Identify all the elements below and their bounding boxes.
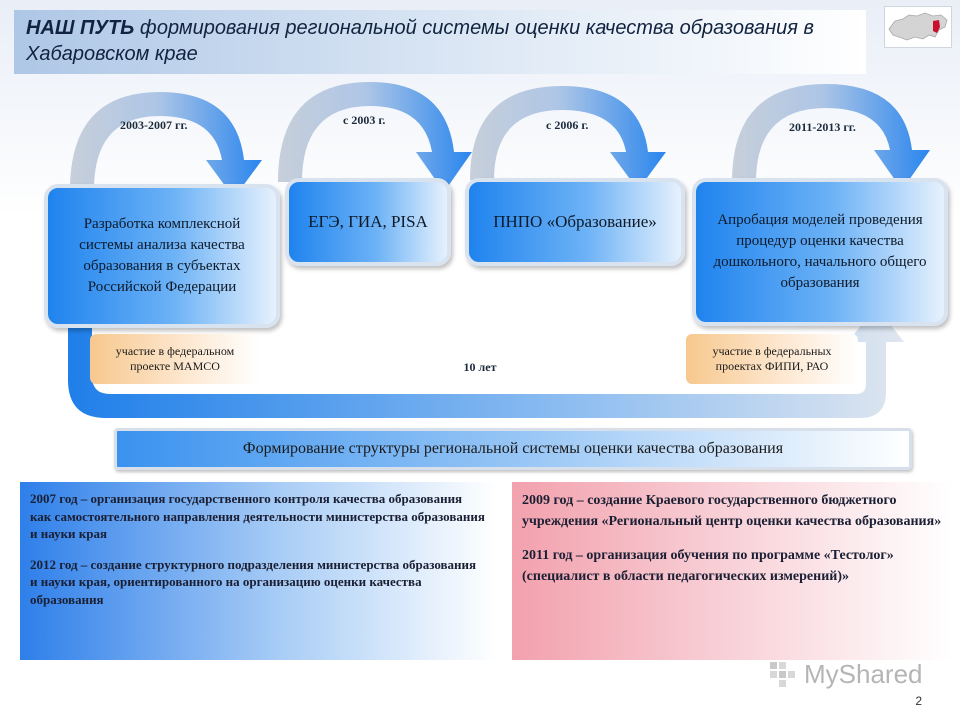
stage-1-box: [44, 184, 280, 328]
structure-banner: [114, 428, 912, 470]
myshared-logo-icon: [768, 658, 800, 690]
stage-2-period: с 2003 г.: [343, 113, 386, 127]
panel-right-item: 2011 год – организация обучения по программе «Тестолог» (специалист в области педагогических измерений)»: [522, 548, 894, 584]
panel-left-item: 2007 год – организация государственного контроля качества образования как самостоятельного направления деятельности министерства образования и науки края: [30, 491, 485, 541]
stage-4-box: [692, 178, 948, 326]
arc-arrow-2: [278, 82, 472, 192]
panel-left: [20, 482, 496, 660]
stage-2-box: [285, 178, 451, 266]
watermark-text: MyShared: [804, 658, 923, 689]
stage-1-period: 2003-2007 гг.: [120, 118, 188, 132]
note-left: [90, 334, 260, 384]
banner-text: Формирование структуры региональной системы оценки качества образования: [242, 440, 784, 457]
note-right: [686, 334, 858, 384]
panel-right: [512, 482, 952, 660]
panel-left-item: 2012 год – создание структурного подразделения министерства образования и науки края, ориентированного на организацию оценки качества образования: [30, 556, 477, 607]
note-right-text: участие в федеральных проектах ФИПИ, РАО: [712, 344, 832, 373]
stage-4-period: 2011-2013 гг.: [789, 120, 856, 134]
duration-label: 10 лет: [463, 360, 497, 374]
stage-3-period: с 2006 г.: [546, 118, 589, 132]
title-bold: НАШ ПУТЬ: [26, 17, 135, 39]
arc-arrow-4: [732, 84, 930, 190]
stage-2-text: ЕГЭ, ГИА, PISA: [308, 212, 428, 231]
stage-4-text: Апробация моделей проведения процедур оценки качества дошкольного, начального общего образования: [713, 212, 927, 291]
watermark: [768, 657, 928, 691]
stage-3-box: [465, 178, 685, 266]
stage-3-text: ПНПО «Образование»: [493, 212, 657, 231]
arc-arrow-3: [470, 86, 666, 190]
panel-right-item: 2009 год – создание Краевого государственного бюджетного учреждения «Региональный центр оценки качества образования»: [522, 493, 942, 529]
page-number: 2: [915, 694, 922, 708]
note-left-text: участие в федеральном проекте МАМСО: [115, 344, 235, 373]
title-rest: формирования региональной системы оценки качества образования в Хабаровском крае: [26, 17, 814, 65]
stage-1-text: Разработка комплексной системы анализа качества образования в субъектах Российской Федерации: [79, 216, 245, 295]
arc-arrow-1: [70, 92, 262, 198]
